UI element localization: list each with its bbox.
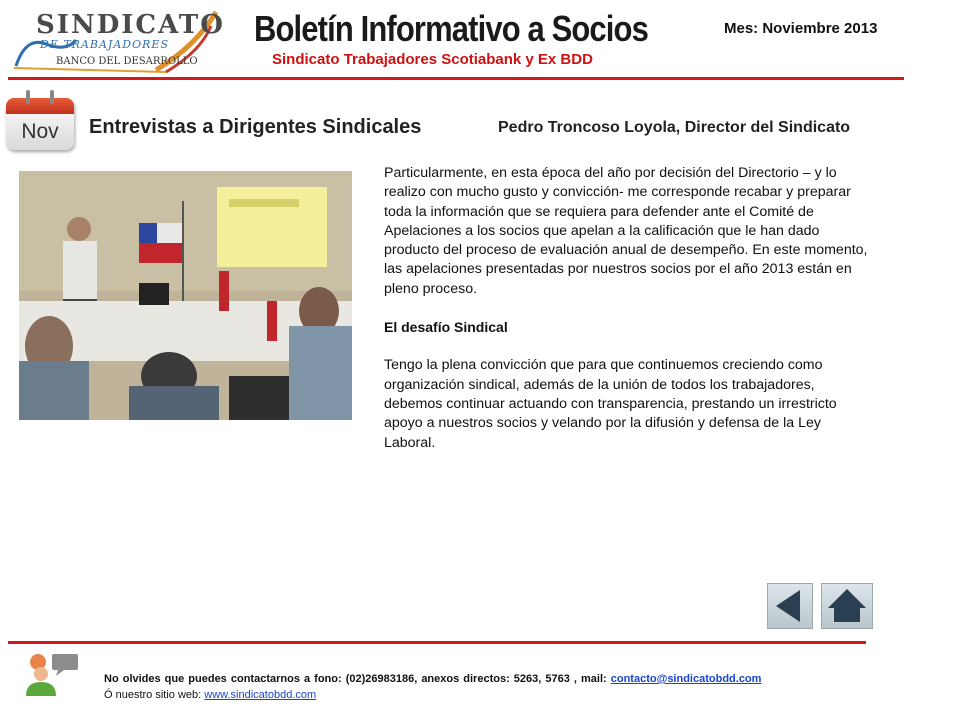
logo-line-2: DE TRABAJADORES — [40, 38, 169, 51]
footer-contact-line — [104, 673, 761, 685]
section-subtitle: Pedro Troncoso Loyola, Director del Sindicato — [498, 119, 851, 136]
back-button[interactable] — [767, 583, 813, 629]
article-subheading: El desafío Sindical — [384, 319, 508, 336]
meeting-photo-image — [19, 171, 352, 420]
article-paragraph-1: Particularmente, en esta época del año por decisión del Directorio – y lo realizo con mucho gusto y convicción- me corresponde recabar y preparar toda la información que se requiera para defender ante el Comité de Apelaciones a los socios que apelan a la calificación que le han dado producto del proceso de evaluación anual de desempeño. En este momento, las apelaciones presentadas por nuestros socios por el año 2013 están en pleno proceso. — [384, 165, 868, 297]
logo-line-3: BANCO DEL DESARROLLO — [56, 56, 198, 67]
calendar-month-label: Nov — [21, 120, 59, 143]
header-divider — [8, 77, 904, 80]
footer-divider — [8, 641, 866, 644]
calendar-icon — [6, 90, 76, 150]
contact-people-icon — [22, 652, 80, 698]
website-link[interactable]: www.sindicatobdd.com — [204, 689, 317, 701]
footer-contact-text: No olvides que puedes contactarnos a fono: (02)26983186, anexos directos: 5263, 5763 , mail: — [104, 673, 611, 685]
footer-website-text: Ó nuestro sitio web: — [104, 689, 205, 701]
article-paragraph-2: Tengo la plena convicción que para que continuemos creciendo como organización sindical, además de la unión de todos los trabajadores, debemos continuar actuando con transparencia, prestando un irrestricto apoyo a nuestros socios y velando por la difusión y defensa de la Ley Laboral. — [384, 357, 837, 451]
newsletter-subtitle: Sindicato Trabajadores Scotiabank y Ex BDD — [272, 51, 593, 68]
home-icon — [822, 584, 872, 628]
section-title: Entrevistas a Dirigentes Sindicales — [89, 116, 422, 138]
home-button[interactable] — [821, 583, 873, 629]
issue-month: Mes: Noviembre 2013 — [724, 20, 878, 37]
footer-website-line — [104, 689, 316, 701]
logo-line-1: SINDICATO — [36, 10, 225, 40]
email-link[interactable]: contacto@sindicatobdd.com — [610, 673, 762, 685]
article-body — [384, 164, 874, 453]
newsletter-title: Boletín Informativo a Socios — [254, 8, 648, 49]
union-logo — [6, 6, 225, 74]
meeting-photo — [19, 171, 352, 420]
back-arrow-icon — [768, 584, 812, 628]
